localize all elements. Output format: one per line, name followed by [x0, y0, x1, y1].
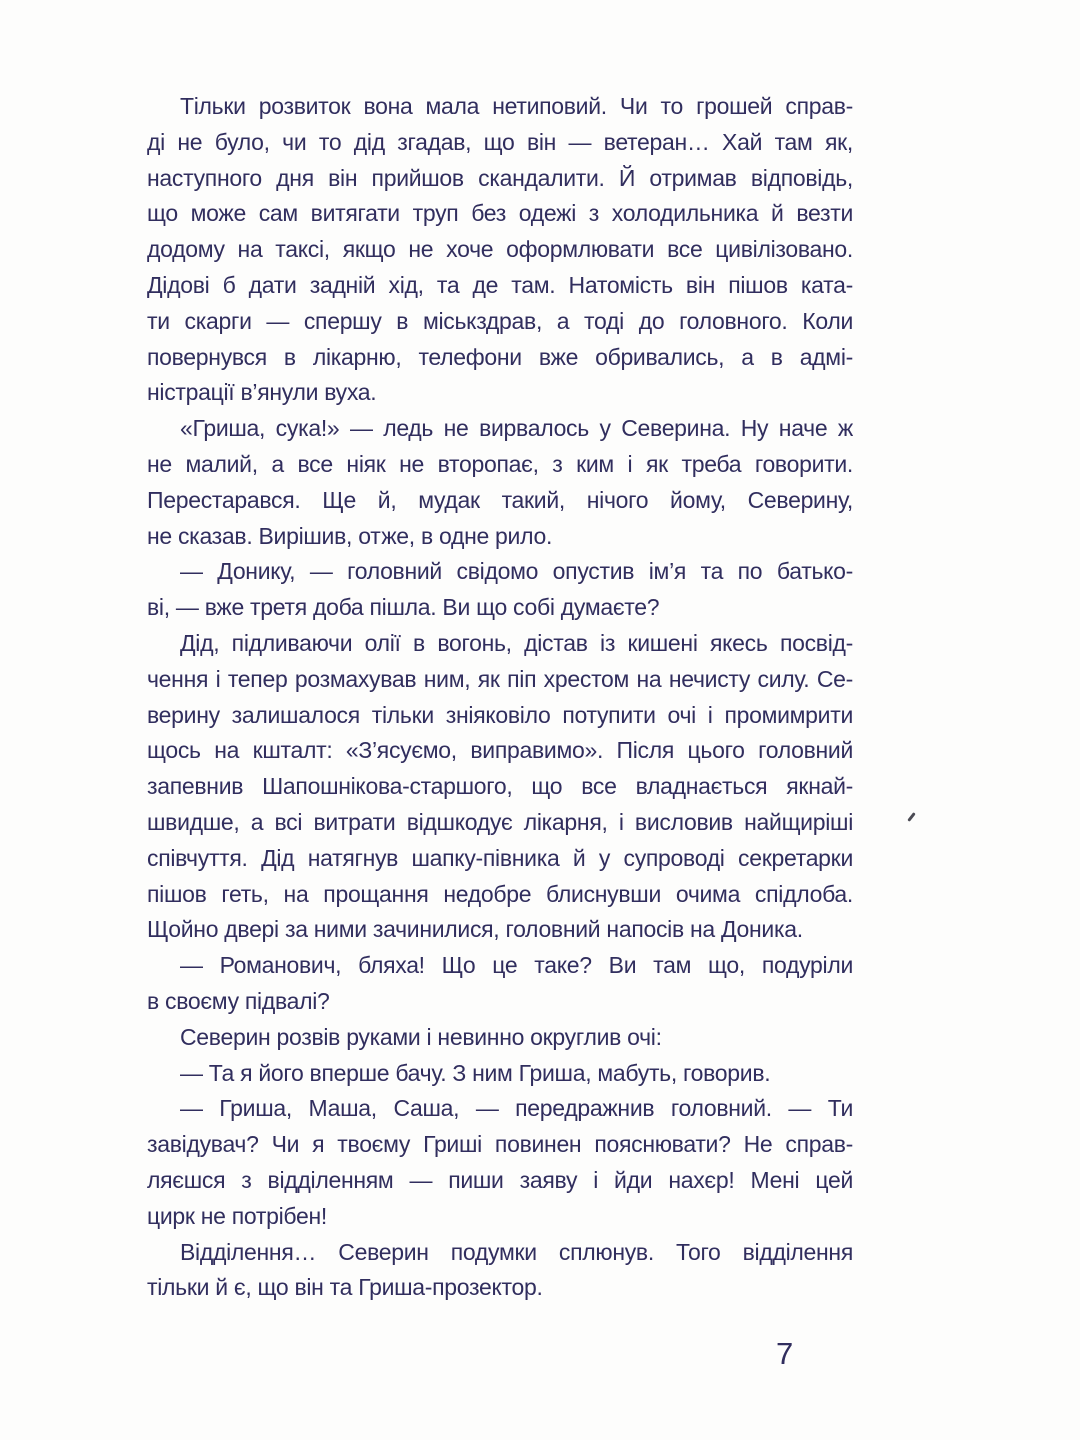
text-line: запевнив Шапошнікова-старшого, що все владнається якнай- [147, 773, 853, 800]
text-line: пішов геть, на прощання недобре блиснувши очима спідлоба. [147, 880, 853, 907]
text-line: ти скарги — спершу в міськздрав, а тоді до головного. Коли [147, 307, 853, 334]
paragraph [147, 1020, 853, 1056]
text-line: чення і тепер розмахував ним, як піп хрестом на нечисту силу. Се- [147, 665, 853, 692]
text-line: верину залишалося тільки зніяковіло потупити очі і промимрити [147, 701, 853, 728]
text-line: — Гриша, Маша, Саша, — передражнив головний. — Ти [180, 1095, 853, 1122]
text-line: завідувач? Чи я твоєму Гриші повинен пояснювати? Не справ- [147, 1131, 853, 1158]
text-line: — Донику, — головний свідомо опустив ім’я та по батько- [180, 558, 853, 585]
text-line: Тільки розвиток вона мала нетиповий. Чи то грошей справ- [180, 93, 853, 119]
text-line: в своєму підвалі? [147, 987, 330, 1014]
paragraph [147, 1056, 853, 1092]
text-line: не сказав. Вирішив, отже, в одне рило. [147, 522, 553, 549]
text-line: «Гриша, сука!» — ледь не вирвалось у Северина. Ну наче ж [180, 415, 853, 442]
text-line: що може сам витягати труп без одежі з холодильника й везти [147, 200, 853, 227]
text-line: Перестарався. Ще й, мудак такий, нічого йому, Северину, [147, 486, 853, 513]
text-line: ві, — вже третя доба пішла. Ви що собі думаєте? [147, 594, 660, 621]
text-line: не малий, а все ніяк не второпає, з ким і як треба говорити. [147, 450, 853, 477]
paragraph [147, 554, 853, 626]
text-line: Дідові б дати задній хід, та де там. Натомість він пішов ката- [147, 271, 853, 298]
paragraph [147, 626, 853, 948]
text-line: співчуття. Дід натягнув шапку-півника й у супроводі секретарки [147, 844, 853, 871]
paragraph [147, 948, 853, 1020]
text-line: Щойно двері за ними зачинилися, головний напосів на Доника. [147, 916, 803, 943]
text-line: цирк не потрібен! [147, 1202, 328, 1229]
text-line: — Романович, бляха! Що це таке? Ви там що, подуріли [180, 952, 853, 979]
paragraph [147, 411, 853, 554]
text-line: ді не було, чи то дід згадав, що він — ветеран… Хай там як, [147, 128, 853, 155]
text-line: тільки й є, що він та Гриша-прозектор. [147, 1274, 543, 1301]
text-line: — Та я його вперше бачу. З ним Гриша, мабуть, говорив. [180, 1059, 771, 1086]
text-line: ляєшся з відділенням — пиши заяву і йди нахєр! Мені цей [147, 1166, 853, 1193]
text-line: повернувся в лікарню, телефони вже обривались, а в адмі- [147, 343, 853, 370]
text-line: Северин розвів руками і невинно округлив очі: [180, 1023, 662, 1050]
text-line: Відділення… Северин подумки сплюнув. Того відділення [180, 1238, 853, 1265]
paragraph [147, 1091, 853, 1234]
text-line: швидше, а всі витрати відшкодує лікарня, і висловив найщиріші [147, 808, 853, 835]
text-line: щось на кшталт: «З’ясуємо, виправимо». Після цього головний [147, 737, 853, 764]
paragraph [147, 1235, 853, 1307]
text-line: Дід, підливаючи олії в вогонь, дістав із кишені якесь посвід- [180, 629, 853, 656]
paragraph [147, 89, 853, 411]
scan-artifact-speck [907, 812, 916, 822]
page-number: 7 [776, 1336, 794, 1371]
page-text-block [147, 89, 853, 1306]
text-line: наступного дня він прийшов скандалити. Й отримав відповідь, [147, 164, 853, 191]
text-line: додому на таксі, якщо не хоче оформлювати все цивілізовано. [147, 236, 853, 263]
text-line: ністрації в’янули вуха. [147, 379, 377, 406]
